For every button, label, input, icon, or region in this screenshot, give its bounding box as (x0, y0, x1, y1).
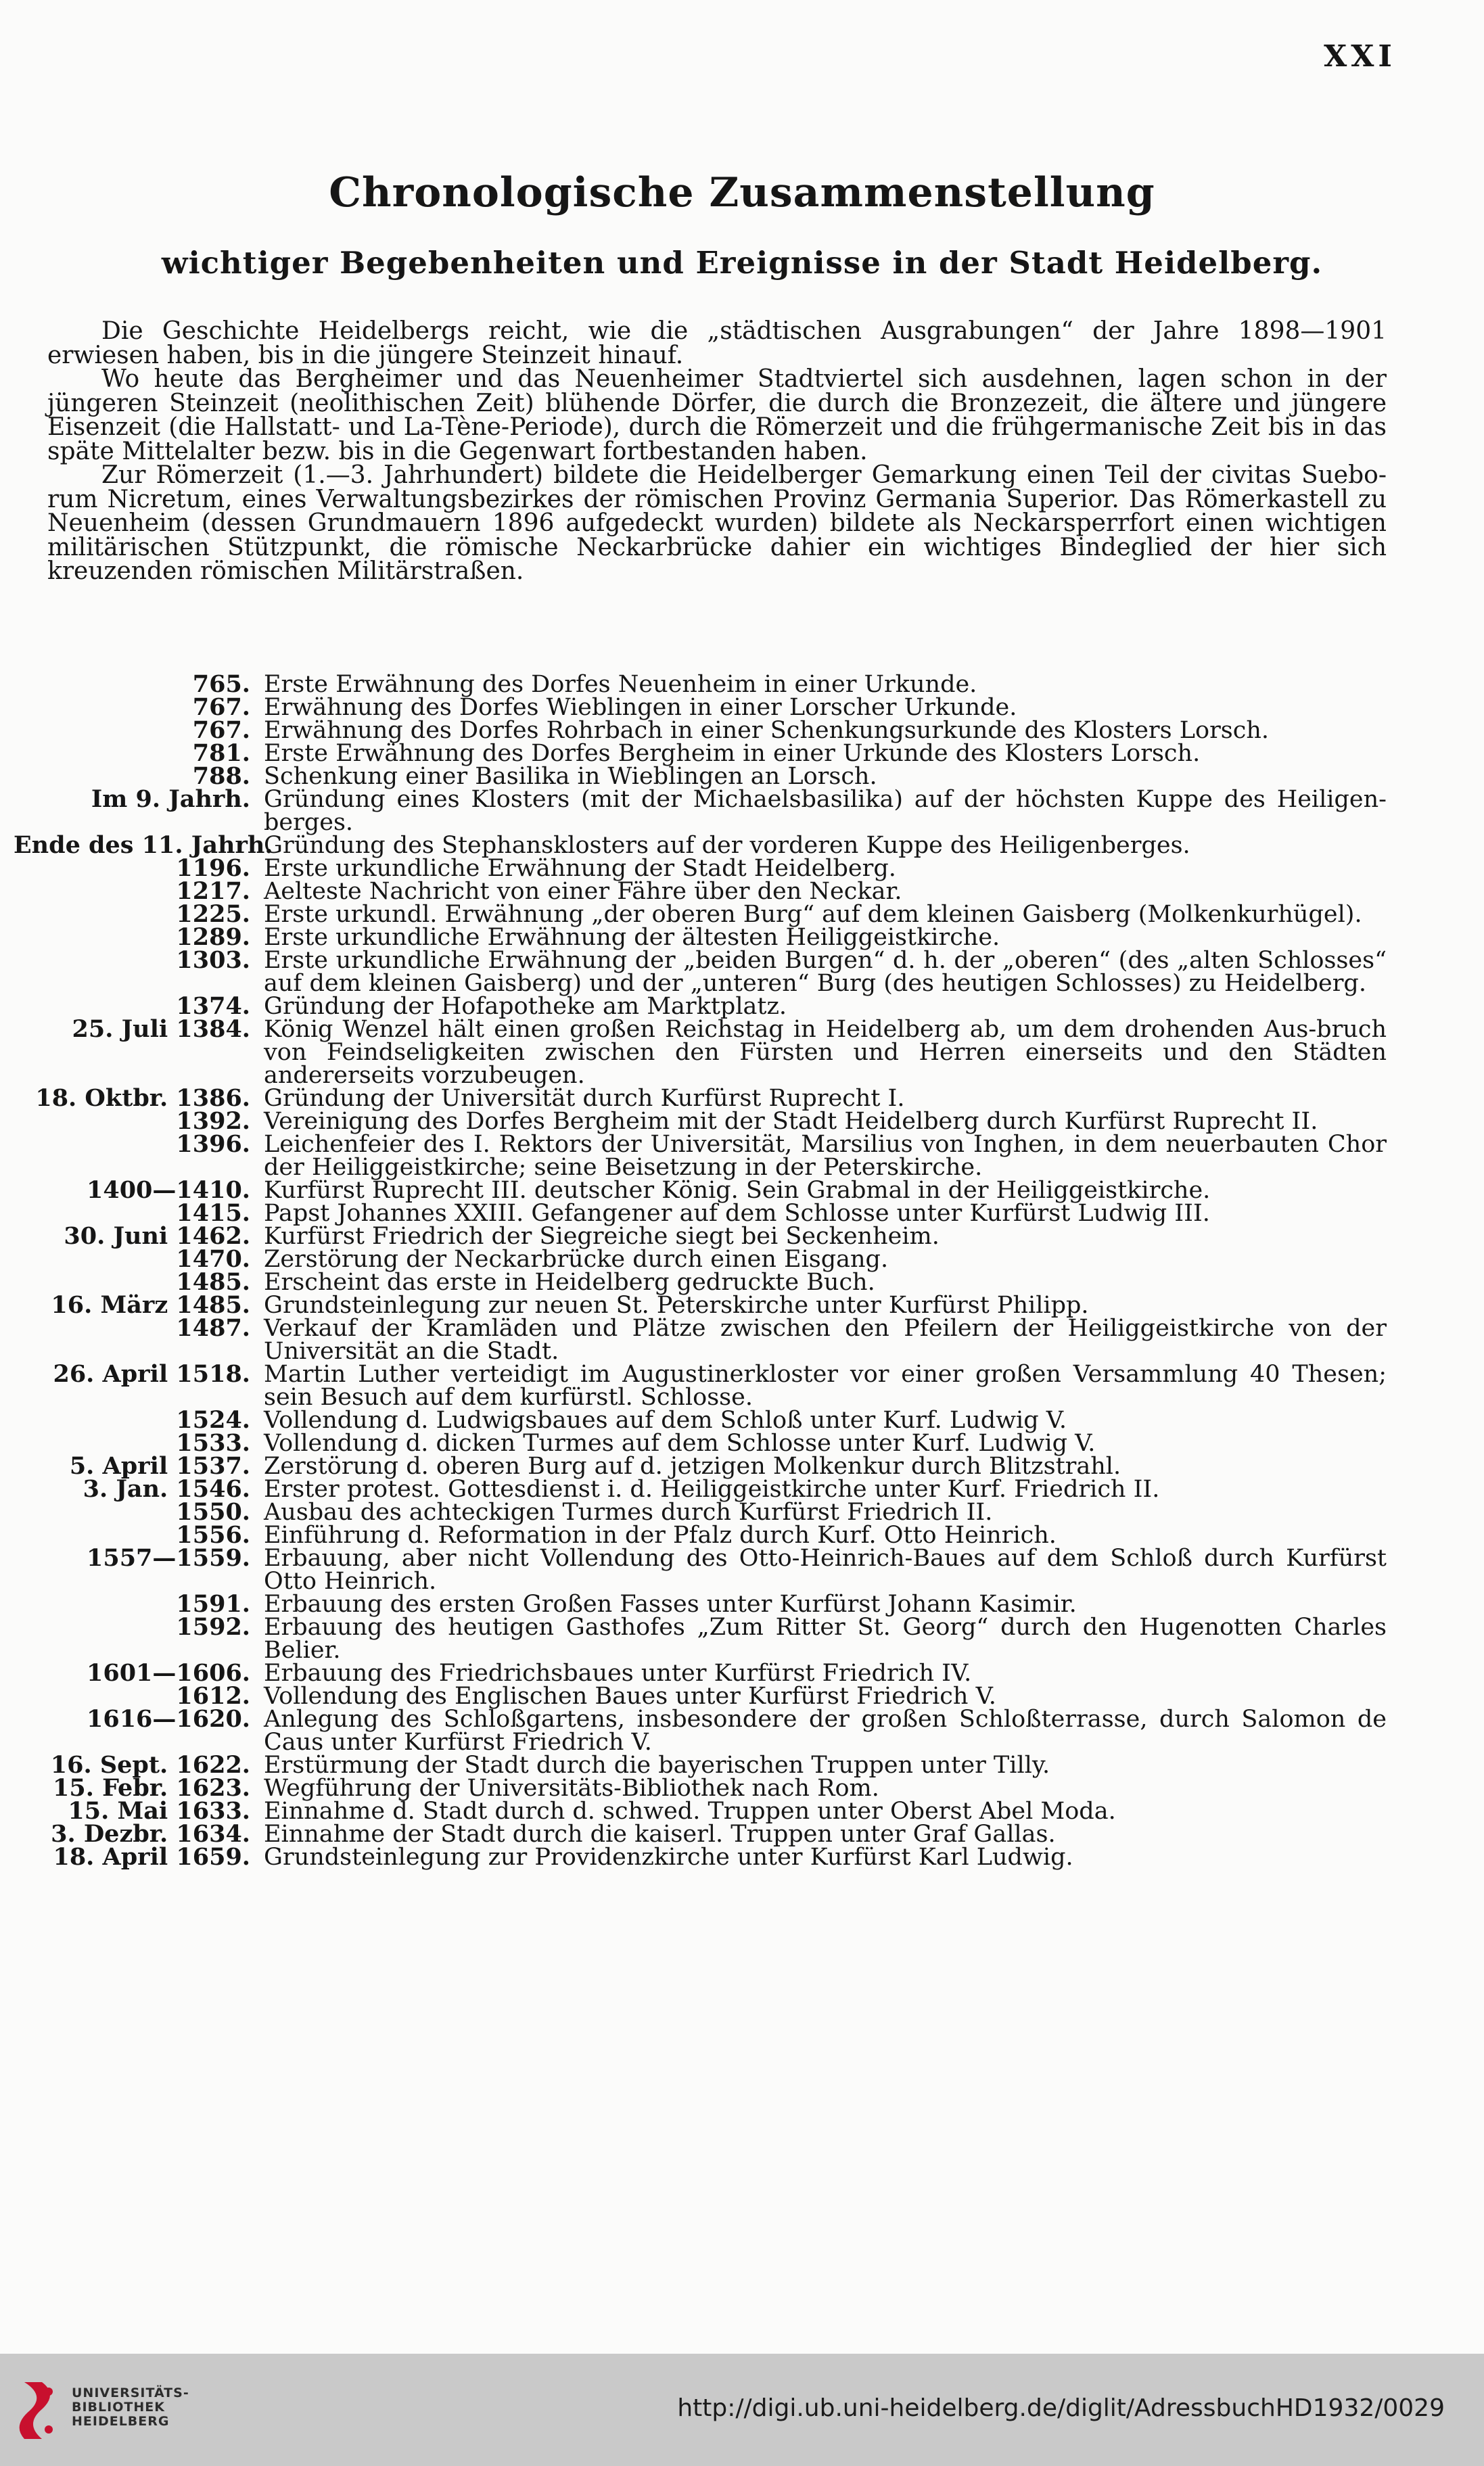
event-text: Erscheint das erste in Heidelberg gedruckte Buch. (264, 1269, 875, 1296)
event-date: 1556. (176, 1521, 250, 1549)
event-text: Erwähnung des Dorfes Rohrbach in einer Schenkungsurkunde des Klosters Lorsch. (264, 717, 1270, 744)
event-text: Erbauung des Friedrichsbaues unter Kurfürst Friedrich IV. (264, 1660, 972, 1687)
event-date: 767. (192, 716, 250, 744)
event-text: Gründung der Universität durch Kurfürst Ruprecht I. (264, 1085, 905, 1112)
source-url-link[interactable]: http://digi.ub.uni-heidelberg.de/diglit/AdressbuchHD1932/0029 (677, 2394, 1445, 2422)
intro-text (47, 319, 1387, 584)
event-row (14, 1176, 1387, 1204)
event-date: 1400—1410. (86, 1176, 250, 1204)
event-row (14, 1222, 1387, 1250)
event-text: Verkauf der Kramläden und Plätze zwischen den Pfeilern der Heiliggeistkirche von der Universität an die Stadt. (264, 1315, 1387, 1365)
event-text: Gründung der Hofapotheke am Marktplatz. (264, 993, 787, 1020)
event-date: 18. April 1659. (53, 1843, 250, 1871)
event-text: Erste Erwähnung des Dorfes Bergheim in einer Urkunde des Klosters Lorsch. (264, 740, 1201, 767)
event-row (14, 1682, 1387, 1710)
event-row (14, 1015, 1387, 1089)
event-text: Erbauung, aber nicht Vollendung des Otto-Heinrich-Baues auf dem Schloß durch Kurfürst Otto Heinrich. (264, 1545, 1387, 1595)
event-text: Vereinigung des Dorfes Bergheim mit der Stadt Heidelberg durch Kurfürst Ruprecht II. (264, 1108, 1318, 1135)
event-text: Martin Luther verteidigt im Augustinerkloster vor einer großen Versammlung 40 Thesen; sein Besuch auf dem kurfürstl. Schlosse. (264, 1361, 1387, 1411)
event-row (14, 1705, 1387, 1756)
event-row (14, 1360, 1387, 1411)
intro-paragraph: Zur Römerzeit (1.—3. Jahrhundert) bildete die Heidelberger Gemarkung einen Teil der civitas Suebo-rum Nicretum, eines Verwaltungsbezirkes der römischen Provinz Germania Superior. Das Römerkastell zu Neuenheim (dessen Grundmauern 1896 aufgedeckt wurden) bildete als Neckarsperrfort einen wichtigen militärischen Stützpunkt, die römische Neckarbrücke dahier ein wichtiges Bindeglied der hier sich kreuzenden römischen Militärstraßen. (47, 461, 1387, 585)
event-date: 26. April 1518. (53, 1360, 250, 1388)
event-row (14, 1406, 1387, 1434)
event-row (14, 762, 1387, 790)
event-date: Ende des 11. Jahrh. (14, 831, 273, 859)
event-text: Erstürmung der Stadt durch die bayerischen Truppen unter Tilly. (264, 1752, 1050, 1779)
event-date: 5. April 1537. (69, 1452, 250, 1480)
event-row (14, 1475, 1387, 1503)
event-row (14, 1130, 1387, 1181)
event-date: 25. Juli 1384. (72, 1015, 250, 1043)
event-text: Grundsteinlegung zur neuen St. Peterskirche unter Kurfürst Philipp. (264, 1292, 1089, 1319)
event-row (14, 1590, 1387, 1618)
event-row (14, 831, 1387, 859)
event-date: 15. Mai 1633. (68, 1797, 250, 1825)
library-name (72, 2386, 189, 2429)
event-text: Gründung des Stephansklosters auf der vorderen Kuppe des Heiligenberges. (264, 832, 1190, 859)
event-row (14, 1498, 1387, 1526)
event-date: 1601—1606. (86, 1659, 250, 1687)
event-text: Papst Johannes XXIII. Gefangener auf dem Schlosse unter Kurfürst Ludwig III. (264, 1200, 1210, 1227)
event-date: 1612. (176, 1682, 250, 1710)
event-date: 1225. (176, 900, 250, 928)
event-row (14, 900, 1387, 928)
event-date: 1557—1559. (86, 1544, 250, 1572)
event-date: 18. Oktbr. 1386. (35, 1084, 250, 1112)
event-date: 1396. (176, 1130, 250, 1158)
event-row (14, 877, 1387, 905)
chronology-list (14, 670, 1387, 1871)
event-date: 3. Dezbr. 1634. (51, 1820, 250, 1848)
event-row (14, 1314, 1387, 1365)
event-text: Erste urkundliche Erwähnung der ältesten Heiliggeistkirche. (264, 924, 1000, 951)
page-title: Chronologische Zusammenstellung (329, 169, 1155, 216)
event-text: Erste urkundliche Erwähnung der Stadt Heidelberg. (264, 855, 896, 882)
event-date: 1392. (176, 1107, 250, 1135)
event-date: 16. März 1485. (51, 1291, 250, 1319)
event-date: 1196. (176, 854, 250, 882)
event-row (14, 1797, 1387, 1825)
event-text: Vollendung d. dicken Turmes auf dem Schlosse unter Kurf. Ludwig V. (264, 1430, 1096, 1457)
event-date: 1592. (176, 1613, 250, 1641)
event-date: 1550. (176, 1498, 250, 1526)
event-row (14, 785, 1387, 836)
event-text: Erbauung des heutigen Gasthofes „Zum Ritter St. Georg“ durch den Hugenotten Charles Belier. (264, 1614, 1387, 1664)
event-row (14, 1452, 1387, 1480)
event-text: Kurfürst Ruprecht III. deutscher König. Sein Grabmal in der Heiliggeistkirche. (264, 1177, 1211, 1204)
event-text: Grundsteinlegung zur Providenzkirche unter Kurfürst Karl Ludwig. (264, 1844, 1073, 1871)
event-text: Schenkung einer Basilika in Wieblingen an Lorsch. (264, 763, 877, 790)
event-date: 1415. (176, 1199, 250, 1227)
event-text: Erste Erwähnung des Dorfes Neuenheim in einer Urkunde. (264, 671, 977, 698)
event-date: 767. (192, 693, 250, 721)
event-text: Einnahme d. Stadt durch d. schwed. Truppen unter Oberst Abel Moda. (264, 1798, 1116, 1825)
event-row (14, 923, 1387, 951)
event-date: 1533. (176, 1429, 250, 1457)
event-text: Erster protest. Gottesdienst i. d. Heiliggeistkirche unter Kurf. Friedrich II. (264, 1476, 1160, 1503)
event-date: 788. (192, 762, 250, 790)
event-text: Wegführung der Universitäts-Bibliothek nach Rom. (264, 1775, 879, 1802)
event-row (14, 1245, 1387, 1273)
event-text: Aelteste Nachricht von einer Fähre über den Neckar. (264, 878, 902, 905)
event-date: 1303. (176, 946, 250, 974)
event-row (14, 1199, 1387, 1227)
event-date: 15. Febr. 1623. (53, 1774, 250, 1802)
event-row (14, 1084, 1387, 1112)
event-text: Erste urkundl. Erwähnung „der oberen Burg“ auf dem kleinen Gaisberg (Molkenkurhügel). (264, 901, 1362, 928)
event-text: Zerstörung der Neckarbrücke durch einen Eisgang. (264, 1246, 889, 1273)
intro-paragraph: Die Geschichte Heidelbergs reicht, wie die „städtischen Ausgrabungen“ der Jahre 1898—1901 erwiesen haben, bis in die jüngere Steinzeit hinauf. (47, 317, 1387, 369)
event-row (14, 1613, 1387, 1664)
event-date: Im 9. Jahrh. (91, 785, 250, 813)
event-row (14, 946, 1387, 997)
event-row (14, 1659, 1387, 1687)
event-row (14, 1544, 1387, 1595)
intro-paragraph: Wo heute das Bergheimer und das Neuenheimer Stadtviertel sich ausdehnen, lagen schon in der jüngeren Steinzeit (neolithischen Zeit) blühende Dörfer, die durch die Bronzezeit, die ältere und jüngere Eisenzeit (die Hallstatt- und La-Tène-Periode), durch die Römerzeit und die frühgermanische Zeit bis in das späte Mittelalter bezw. bis in die Gegenwart fortbestanden haben. (47, 365, 1387, 465)
event-row (14, 1107, 1387, 1135)
event-text: Anlegung des Schloßgartens, insbesondere der großen Schloßterrasse, durch Salomon de Caus unter Kurfürst Friedrich V. (264, 1706, 1387, 1756)
event-row (14, 1268, 1387, 1296)
event-date: 1524. (176, 1406, 250, 1434)
event-text: Einführung d. Reformation in der Pfalz durch Kurf. Otto Heinrich. (264, 1522, 1057, 1549)
event-date: 1470. (176, 1245, 250, 1273)
event-row (14, 1291, 1387, 1319)
university-library-logo-icon (19, 2378, 62, 2443)
event-date: 1289. (176, 923, 250, 951)
event-date: 30. Juni 1462. (64, 1222, 250, 1250)
event-text: Einnahme der Stadt durch die kaiserl. Truppen unter Graf Gallas. (264, 1821, 1056, 1848)
page-number: XXI (1324, 39, 1396, 74)
event-row (14, 670, 1387, 698)
event-date: 1485. (176, 1268, 250, 1296)
event-date: 1487. (176, 1314, 250, 1342)
event-text: König Wenzel hält einen großen Reichstag in Heidelberg ab, um dem drohenden Aus-bruch von Feindseligkeiten zwischen den Fürsten und Herren einerseits und den Städten andererseits vorzubeugen. (264, 1016, 1387, 1089)
event-row (14, 1843, 1387, 1871)
event-row (14, 1751, 1387, 1779)
event-text: Leichenfeier des I. Rektors der Universität, Marsilius von Inghen, in dem neuerbauten Chor der Heiliggeistkirche; seine Beisetzung in der Peterskirche. (264, 1131, 1387, 1181)
event-date: 1591. (176, 1590, 250, 1618)
event-row (14, 693, 1387, 721)
event-text: Vollendung d. Ludwigsbaues auf dem Schloß unter Kurf. Ludwig V. (264, 1407, 1067, 1434)
event-row (14, 1820, 1387, 1848)
event-row (14, 854, 1387, 882)
event-text: Kurfürst Friedrich der Siegreiche siegt bei Seckenheim. (264, 1223, 940, 1250)
event-date: 1374. (176, 992, 250, 1020)
event-date: 3. Jan. 1546. (83, 1475, 250, 1503)
event-text: Erbauung des ersten Großen Fasses unter Kurfürst Johann Kasimir. (264, 1591, 1077, 1618)
event-text: Erste urkundliche Erwähnung der „beiden Burgen“ d. h. der „oberen“ (des „alten Schlosses“ auf dem kleinen Gaisberg) und der „unteren“ Burg (des heutigen Schlosses) zu Heidelberg. (264, 947, 1387, 997)
event-text: Gründung eines Klosters (mit der Michaelsbasilika) auf der höchsten Kuppe des Heiligen-berges. (264, 786, 1387, 836)
page-subtitle: wichtiger Begebenheiten und Ereignisse in der Stadt Heidelberg. (161, 245, 1323, 281)
event-text: Zerstörung d. oberen Burg auf d. jetzigen Molkenkur durch Blitzstrahl. (264, 1453, 1121, 1480)
event-row (14, 1429, 1387, 1457)
event-row (14, 739, 1387, 767)
event-date: 1616—1620. (86, 1705, 250, 1733)
event-row (14, 716, 1387, 744)
event-date: 1217. (176, 877, 250, 905)
library-name-line: UNIVERSITÄTS- (72, 2386, 189, 2400)
library-name-line: BIBLIOTHEK (72, 2400, 165, 2415)
event-date: 781. (192, 739, 250, 767)
event-text: Erwähnung des Dorfes Wieblingen in einer Lorscher Urkunde. (264, 694, 1017, 721)
event-row (14, 992, 1387, 1020)
event-row (14, 1774, 1387, 1802)
event-text: Ausbau des achteckigen Turmes durch Kurfürst Friedrich II. (264, 1499, 993, 1526)
event-date: 16. Sept. 1622. (50, 1751, 250, 1779)
event-row (14, 1521, 1387, 1549)
event-date: 765. (192, 670, 250, 698)
event-text: Vollendung des Englischen Baues unter Kurfürst Friedrich V. (264, 1683, 996, 1710)
library-name-line: HEIDELBERG (72, 2414, 170, 2429)
footer-bar (0, 2354, 1484, 2466)
